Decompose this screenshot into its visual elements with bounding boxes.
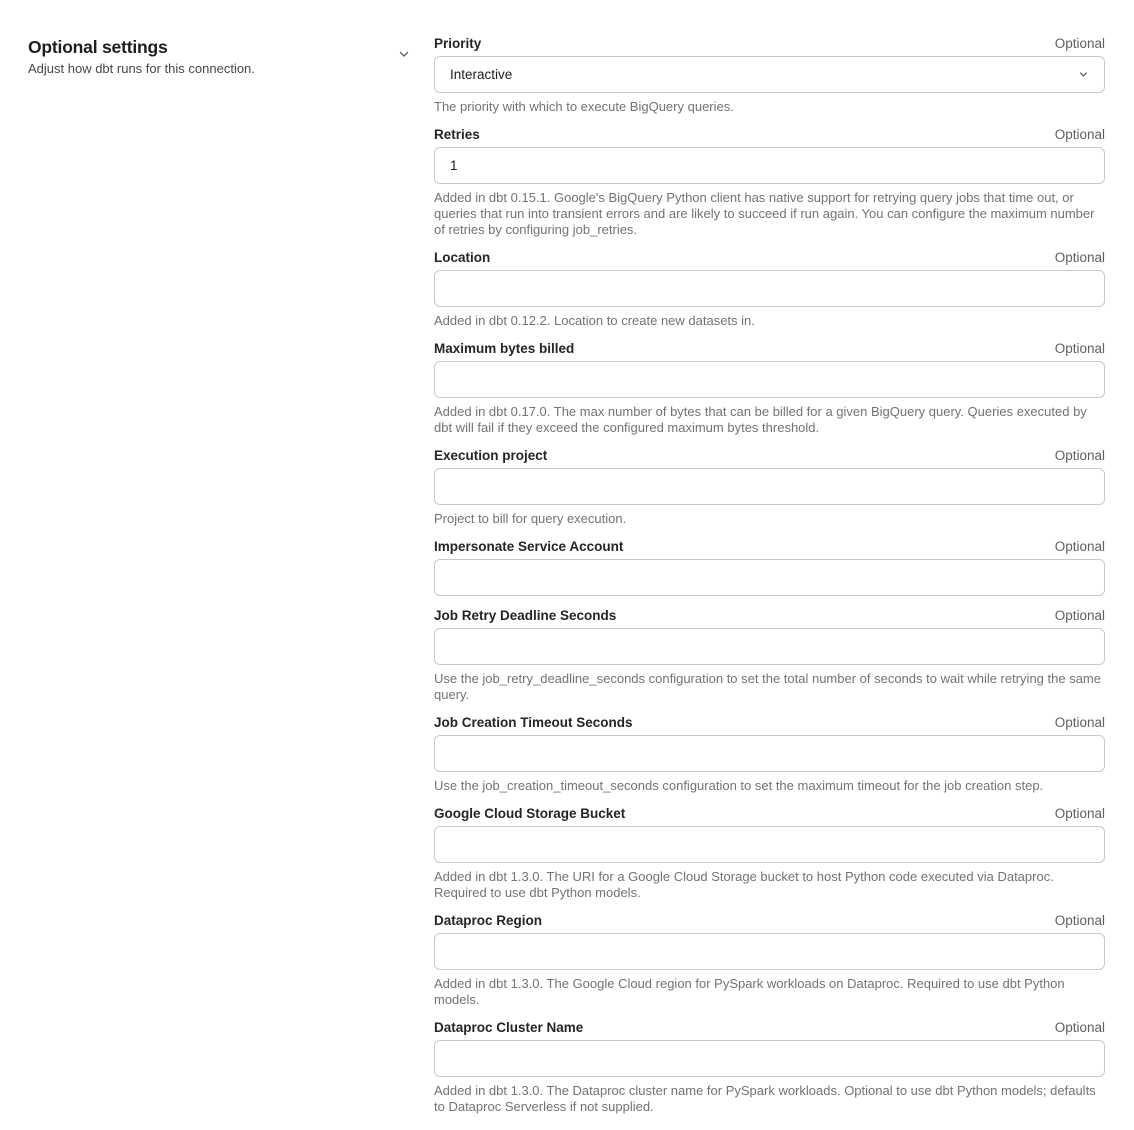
chevron-down-icon — [397, 47, 411, 61]
field-header — [434, 127, 1105, 142]
optional-badge: Optional — [1054, 913, 1105, 928]
job-retry-deadline-seconds-input[interactable] — [434, 628, 1105, 665]
retries-field — [434, 127, 1105, 238]
field-header — [434, 806, 1105, 821]
field-header — [434, 539, 1105, 554]
execution-project-field — [434, 448, 1105, 527]
optional-badge: Optional — [1054, 341, 1105, 356]
field-label: Impersonate Service Account — [434, 539, 624, 554]
field-header — [434, 341, 1105, 356]
field-label: Dataproc Region — [434, 913, 543, 928]
chevron-down-icon — [1078, 69, 1089, 80]
dataproc-region-input[interactable] — [434, 933, 1105, 970]
impersonate-service-account-field — [434, 539, 1105, 596]
maximum-bytes-billed-field — [434, 341, 1105, 436]
field-help: Use the job_creation_timeout_seconds configuration to set the maximum timeout for the job creation step. — [434, 778, 1044, 793]
field-header — [434, 913, 1105, 928]
optional-badge: Optional — [1054, 806, 1105, 821]
execution-project-input[interactable] — [434, 468, 1105, 505]
field-help: Added in dbt 1.3.0. The URI for a Google Cloud Storage bucket to host Python code executed via Dataproc. Required to use dbt Python models. — [434, 869, 1054, 900]
location-input[interactable] — [434, 270, 1105, 307]
field-label: Job Retry Deadline Seconds — [434, 608, 617, 623]
dataproc-cluster-name-field — [434, 1020, 1105, 1115]
optional-badge: Optional — [1054, 715, 1105, 730]
optional-badge: Optional — [1054, 36, 1105, 51]
field-header — [434, 608, 1105, 623]
field-label: Google Cloud Storage Bucket — [434, 806, 626, 821]
field-label: Priority — [434, 36, 482, 51]
section-collapse-toggle[interactable] — [397, 47, 411, 61]
location-field — [434, 250, 1105, 329]
maximum-bytes-billed-input[interactable] — [434, 361, 1105, 398]
optional-badge: Optional — [1054, 608, 1105, 623]
job-retry-deadline-seconds-field — [434, 608, 1105, 703]
optional-badge: Optional — [1054, 448, 1105, 463]
optional-settings-section-header — [28, 36, 388, 77]
field-header — [434, 36, 1105, 51]
field-help: Added in dbt 0.12.2. Location to create new datasets in. — [434, 313, 755, 328]
field-label: Location — [434, 250, 491, 265]
select-value: Interactive — [450, 67, 513, 82]
job-creation-timeout-seconds-input[interactable] — [434, 735, 1105, 772]
optional-badge: Optional — [1054, 1020, 1105, 1035]
field-help: Added in dbt 0.15.1. Google's BigQuery Python client has native support for retrying query jobs that time out, or queries that run into transient errors and are likely to succeed if run again. You can configure the maximum number of retries by configuring job_retries. — [434, 190, 1095, 237]
field-help: Use the job_retry_deadline_seconds configuration to set the total number of seconds to wait while retrying the same query. — [434, 671, 1101, 702]
retries-input[interactable] — [434, 147, 1105, 184]
job-creation-timeout-seconds-field — [434, 715, 1105, 794]
field-header — [434, 715, 1105, 730]
priority-field — [434, 36, 1105, 115]
field-label: Job Creation Timeout Seconds — [434, 715, 633, 730]
dataproc-region-field — [434, 913, 1105, 1008]
field-label: Maximum bytes billed — [434, 341, 575, 356]
field-label: Dataproc Cluster Name — [434, 1020, 584, 1035]
google-cloud-storage-bucket-field — [434, 806, 1105, 901]
impersonate-service-account-input[interactable] — [434, 559, 1105, 596]
section-subtitle: Adjust how dbt runs for this connection. — [28, 61, 255, 76]
dataproc-cluster-name-input[interactable] — [434, 1040, 1105, 1077]
field-header — [434, 1020, 1105, 1035]
optional-badge: Optional — [1054, 127, 1105, 142]
field-help: Added in dbt 1.3.0. The Dataproc cluster name for PySpark workloads. Optional to use dbt Python models; defaults to Dataproc Serverless if not supplied. — [434, 1083, 1096, 1114]
google-cloud-storage-bucket-input[interactable] — [434, 826, 1105, 863]
optional-badge: Optional — [1054, 250, 1105, 265]
priority-select[interactable] — [434, 56, 1105, 93]
optional-badge: Optional — [1054, 539, 1105, 554]
field-help: Project to bill for query execution. — [434, 511, 627, 526]
field-label: Retries — [434, 127, 480, 142]
field-help: Added in dbt 1.3.0. The Google Cloud region for PySpark workloads on Dataproc. Required to use dbt Python models. — [434, 976, 1065, 1007]
field-help: The priority with which to execute BigQuery queries. — [434, 99, 734, 114]
field-label: Execution project — [434, 448, 548, 463]
section-title: Optional settings — [28, 37, 168, 57]
optional-settings-form — [434, 36, 1105, 1127]
field-header — [434, 448, 1105, 463]
field-help: Added in dbt 0.17.0. The max number of bytes that can be billed for a given BigQuery query. Queries executed by dbt will fail if they exceed the configured maximum bytes threshold. — [434, 404, 1087, 435]
field-header — [434, 250, 1105, 265]
